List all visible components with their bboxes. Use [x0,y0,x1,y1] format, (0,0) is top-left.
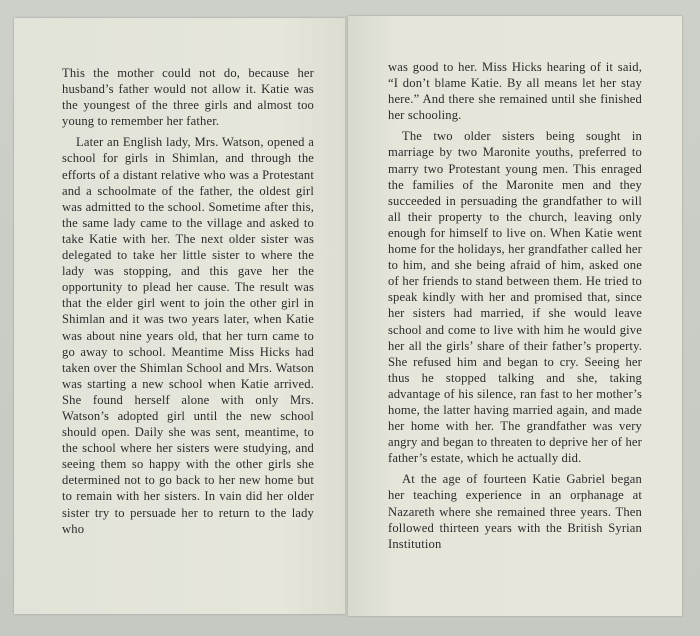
paragraph: Later an English lady, Mrs. Watson, opened a school for girls in Shimlan, and through the efforts of a distant relative who was a Protestant and a schoolmate of the father, the oldest girl was admitted to the school. Sometime after this, the same lady came to the village and asked to take Katie with her. The next older sister was delegated to take her little sister to where the lady was stopping, and this gave her the opportunity to plead her cause. The result was that the elder girl went to join the other girl in Shimlan and it was two years later, when Katie was about nine years old, that her turn came to go away to school. Meantime Miss Hicks had taken over the Shimlan School and Mrs. Watson was starting a new school when Katie arrived. She found herself alone with only Mrs. Watson’s adopted girl until the new school should open. Daily she was sent, meantime, to the school where her sisters were studying, and seeing them so happy with the other girls she determined not to go back to her new home but to remain with her sisters. In vain did her older sister try to persuade her to return to the lady who [62,135,314,536]
paragraph: The two older sisters being sought in marriage by two Maronite youths, preferred to marry two Protestant young men. This enraged the families of the Maronite men and they succeeded in persuading the grandfather to will all their property to the church, leaving only enough for himself to live on. When Katie went home for the holidays, her grandfather called her to him, and she being afraid of him, asked one of her friends to stand between them. He tried to speak kindly with her and promised that, since her sisters had married, if she would leave school and come to live with him he would give her all the girls’ share of their father’s property. She refused him and began to cry. Seeing her thus he stopped talking and she, taking advantage of his silence, ran fast to her mother’s home, the latter having married again, and made her home with her. The grandfather was very angry and began to threaten to deprive her of her father’s estate, which he actually did. [388,129,642,466]
right-page-text [388,59,642,552]
left-page-text [62,65,314,537]
left-page [14,18,346,614]
paragraph: was good to her. Miss Hicks hearing of it said, “I don’t blame Katie. By all means let her stay here.” And there she remained until she finished her schooling. [388,60,642,123]
right-page [348,16,682,616]
paragraph: This the mother could not do, because her husband’s father would not allow it. Katie was the youngest of the three girls and almost too young to remember her father. [62,66,314,129]
paragraph: At the age of fourteen Katie Gabriel began her teaching experience in an orphanage at Nazareth where she remained three years. Then followed thirteen years with the British Syrian Institution [388,472,642,551]
